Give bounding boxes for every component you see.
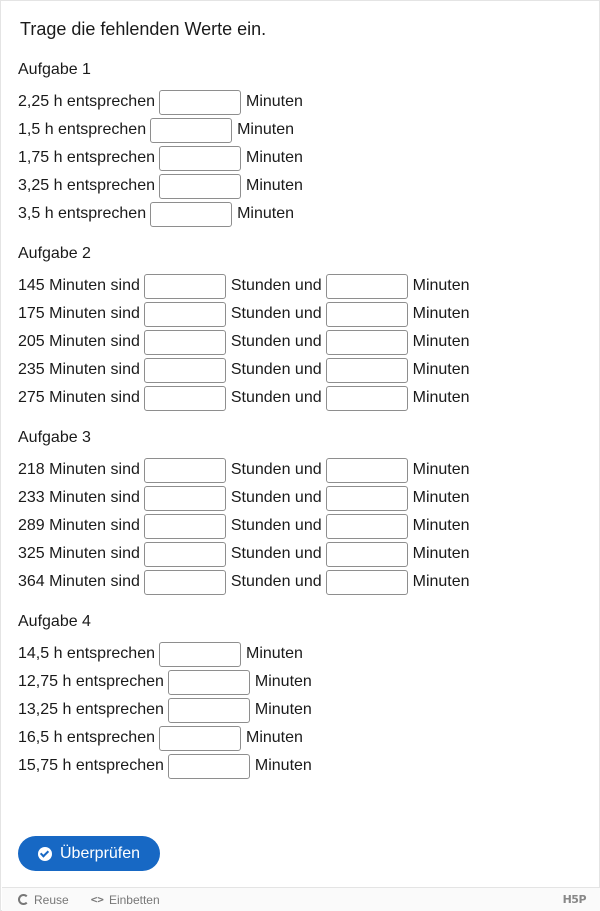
row-middle-text: Stunden und <box>230 545 322 562</box>
row-prefix-text: 1,75 h entsprechen <box>18 149 155 166</box>
minutes-blank-input[interactable] <box>168 670 250 695</box>
minutes-blank-input[interactable] <box>159 90 241 115</box>
reuse-icon <box>18 894 29 905</box>
row-suffix-text: Minuten <box>246 149 303 166</box>
hours-blank-input[interactable] <box>144 542 226 567</box>
row-prefix-text: 16,5 h entsprechen <box>18 729 155 746</box>
row-prefix-text: 218 Minuten sind <box>18 461 140 478</box>
task-row <box>18 172 303 200</box>
task-row <box>18 568 470 596</box>
task-row <box>18 752 312 780</box>
row-prefix-text: 364 Minuten sind <box>18 573 140 590</box>
footer-bar <box>2 887 600 911</box>
row-prefix-text: 2,25 h entsprechen <box>18 93 155 110</box>
task-row <box>18 116 303 144</box>
row-middle-text: Stunden und <box>230 489 322 506</box>
row-suffix-text: Minuten <box>412 517 470 534</box>
hours-blank-input[interactable] <box>144 486 226 511</box>
task-title: Aufgabe 1 <box>18 61 91 78</box>
minutes-blank-input[interactable] <box>168 754 250 779</box>
task-3 <box>18 428 470 596</box>
hours-blank-input[interactable] <box>144 514 226 539</box>
row-suffix-text: Minuten <box>254 701 312 718</box>
task-title: Aufgabe 2 <box>18 245 91 262</box>
row-suffix-text: Minuten <box>254 757 312 774</box>
minutes-blank-input[interactable] <box>159 174 241 199</box>
row-suffix-text: Minuten <box>412 333 470 350</box>
minutes-blank-input[interactable] <box>326 274 408 299</box>
task-row <box>18 200 303 228</box>
row-prefix-text: 145 Minuten sind <box>18 277 140 294</box>
row-prefix-text: 15,75 h entsprechen <box>18 757 164 774</box>
row-prefix-text: 14,5 h entsprechen <box>18 645 155 662</box>
row-prefix-text: 325 Minuten sind <box>18 545 140 562</box>
task-row <box>18 272 470 300</box>
row-suffix-text: Minuten <box>237 205 295 222</box>
embed-code-icon: <> <box>90 893 104 906</box>
row-suffix-text: Minuten <box>246 729 303 746</box>
hours-blank-input[interactable] <box>144 458 226 483</box>
row-prefix-text: 275 Minuten sind <box>18 389 140 406</box>
row-suffix-text: Minuten <box>254 673 312 690</box>
row-middle-text: Stunden und <box>230 389 322 406</box>
row-suffix-text: Minuten <box>412 277 470 294</box>
row-suffix-text: Minuten <box>246 177 303 194</box>
task-instruction: Trage die fehlenden Werte ein. <box>20 19 267 39</box>
task-row <box>18 484 470 512</box>
row-prefix-text: 205 Minuten sind <box>18 333 140 350</box>
row-suffix-text: Minuten <box>237 121 295 138</box>
minutes-blank-input[interactable] <box>326 386 408 411</box>
minutes-blank-input[interactable] <box>326 542 408 567</box>
hours-blank-input[interactable] <box>144 330 226 355</box>
minutes-blank-input[interactable] <box>326 486 408 511</box>
hours-blank-input[interactable] <box>144 274 226 299</box>
minutes-blank-input[interactable] <box>159 146 241 171</box>
task-row <box>18 144 303 172</box>
h5p-logo[interactable]: H5P <box>562 893 586 906</box>
task-row <box>18 696 312 724</box>
hours-blank-input[interactable] <box>144 386 226 411</box>
hours-blank-input[interactable] <box>144 302 226 327</box>
minutes-blank-input[interactable] <box>150 118 232 143</box>
row-suffix-text: Minuten <box>246 93 303 110</box>
check-button-label: Überprüfen <box>60 844 141 862</box>
row-prefix-text: 289 Minuten sind <box>18 517 140 534</box>
row-middle-text: Stunden und <box>230 333 322 350</box>
task-row <box>18 724 312 752</box>
row-prefix-text: 1,5 h entsprechen <box>18 121 147 138</box>
reuse-button[interactable] <box>18 893 69 907</box>
row-prefix-text: 3,25 h entsprechen <box>18 177 155 194</box>
row-suffix-text: Minuten <box>412 489 470 506</box>
hours-blank-input[interactable] <box>144 358 226 383</box>
task-row <box>18 328 470 356</box>
task-row <box>18 640 312 668</box>
task-4 <box>18 612 312 780</box>
minutes-blank-input[interactable] <box>326 458 408 483</box>
row-suffix-text: Minuten <box>412 461 470 478</box>
row-prefix-text: 13,25 h entsprechen <box>18 701 164 718</box>
minutes-blank-input[interactable] <box>326 330 408 355</box>
row-prefix-text: 235 Minuten sind <box>18 361 140 378</box>
row-prefix-text: 3,5 h entsprechen <box>18 205 147 222</box>
row-suffix-text: Minuten <box>412 545 470 562</box>
minutes-blank-input[interactable] <box>168 698 250 723</box>
hours-blank-input[interactable] <box>144 570 226 595</box>
minutes-blank-input[interactable] <box>159 726 241 751</box>
task-row <box>18 300 470 328</box>
embed-label: Einbetten <box>108 892 160 907</box>
minutes-blank-input[interactable] <box>159 642 241 667</box>
task-row <box>18 384 470 412</box>
minutes-blank-input[interactable] <box>326 358 408 383</box>
row-suffix-text: Minuten <box>412 573 470 590</box>
row-middle-text: Stunden und <box>230 361 322 378</box>
task-row <box>18 88 303 116</box>
task-row <box>18 456 470 484</box>
minutes-blank-input[interactable] <box>326 570 408 595</box>
row-middle-text: Stunden und <box>230 461 322 478</box>
row-middle-text: Stunden und <box>230 277 322 294</box>
row-middle-text: Stunden und <box>230 573 322 590</box>
row-middle-text: Stunden und <box>230 517 322 534</box>
task-1 <box>18 60 303 228</box>
task-row <box>18 512 470 540</box>
embed-button[interactable] <box>91 893 160 907</box>
minutes-blank-input[interactable] <box>326 514 408 539</box>
reuse-label: Reuse <box>34 892 69 907</box>
task-title: Aufgabe 4 <box>18 613 91 630</box>
row-prefix-text: 233 Minuten sind <box>18 489 140 506</box>
check-circle-icon <box>38 847 52 861</box>
row-prefix-text: 175 Minuten sind <box>18 305 140 322</box>
row-suffix-text: Minuten <box>412 305 470 322</box>
task-row <box>18 540 470 568</box>
check-button[interactable] <box>18 836 160 871</box>
task-row <box>18 668 312 696</box>
task-title: Aufgabe 3 <box>18 429 91 446</box>
task-2 <box>18 244 470 412</box>
row-suffix-text: Minuten <box>412 361 470 378</box>
minutes-blank-input[interactable] <box>150 202 232 227</box>
row-suffix-text: Minuten <box>246 645 303 662</box>
minutes-blank-input[interactable] <box>326 302 408 327</box>
row-prefix-text: 12,75 h entsprechen <box>18 673 164 690</box>
task-row <box>18 356 470 384</box>
row-middle-text: Stunden und <box>230 305 322 322</box>
row-suffix-text: Minuten <box>412 389 470 406</box>
